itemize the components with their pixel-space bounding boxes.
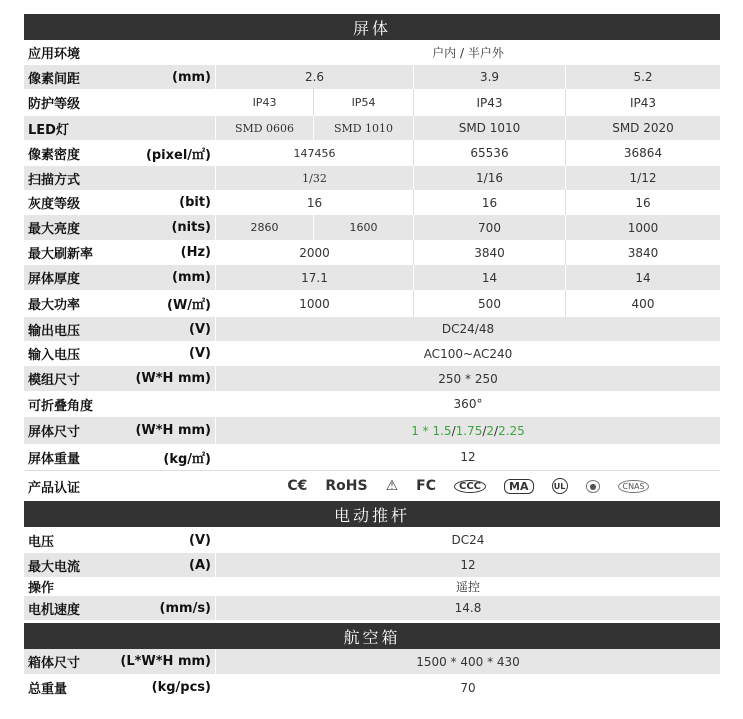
row-environment: 应用环境 户内 / 半户外	[24, 40, 720, 65]
row-screen-weight: 屏体重量 (kg/㎡) 12	[24, 444, 720, 470]
row-power: 最大功率 (W/㎡) 1000 500 400	[24, 290, 720, 317]
spec-table	[24, 14, 720, 701]
row-pixel-pitch: 像素间距 (mm) 2.6 3.9 5.2	[24, 65, 720, 89]
row-motor-speed: 电机速度 (mm/s) 14.8	[24, 596, 720, 620]
section-header-screen: 屏体	[24, 14, 720, 40]
row-gray-level: 灰度等级 (bit) 16 16 16	[24, 190, 720, 215]
row-screen-size: 屏体尺寸 (W*H mm) 1 * 1.5 / 1.75 / 2 / 2.25	[24, 417, 720, 444]
rohs-logo: RoHS	[325, 478, 368, 494]
ul-logo: UL	[552, 478, 568, 494]
row-protection: 防护等级 IP43 IP54 IP43 IP43	[24, 89, 720, 116]
row-pixel-density: 像素密度 (pixel/㎡) 147456 65536 36864	[24, 140, 720, 166]
row-module-size: 模组尺寸 (W*H mm) 250 * 250	[24, 366, 720, 391]
row-case-size: 箱体尺寸 (L*W*H mm) 1500 * 400 * 430	[24, 649, 720, 674]
row-max-current: 最大电流 (A) 12	[24, 553, 720, 577]
section-header-pushrod: 电动推杆	[24, 501, 720, 527]
row-pushrod-voltage: 电压 (V) DC24	[24, 527, 720, 553]
row-led: LED灯 SMD 0606 SMD 1010 SMD 1010 SMD 2020	[24, 116, 720, 140]
row-input-voltage: 输入电压 (V) AC100~AC240	[24, 341, 720, 366]
cma-logo: MA	[504, 479, 533, 494]
section-header-case: 航空箱	[24, 623, 720, 649]
row-operation: 操作 遥控	[24, 577, 720, 596]
row-thickness: 屏体厚度 (mm) 17.1 14 14	[24, 265, 720, 290]
row-output-voltage: 输出电压 (V) DC24/48	[24, 317, 720, 341]
cnas-logo: CNAS	[618, 480, 648, 493]
row-brightness: 最大亮度 (nits) 2860 1600 700 1000	[24, 215, 720, 240]
row-refresh: 最大刷新率 (Hz) 2000 3840 3840	[24, 240, 720, 265]
ccc-logo: CCC	[454, 480, 486, 493]
row-fold-angle: 可折叠角度 360°	[24, 391, 720, 417]
warning-triangle-logo: ⚠	[385, 478, 399, 494]
row-total-weight: 总重量 (kg/pcs) 70	[24, 674, 720, 701]
row-scan: 扫描方式 1/32 1/16 1/12	[24, 166, 720, 190]
seal-logo: ●	[586, 480, 601, 493]
fcc-logo: FC	[416, 478, 436, 494]
ce-logo: C€	[287, 478, 308, 494]
row-certification: 产品认证 C€ RoHS ⚠ FC CCC MA UL ● CNAS	[24, 470, 720, 501]
